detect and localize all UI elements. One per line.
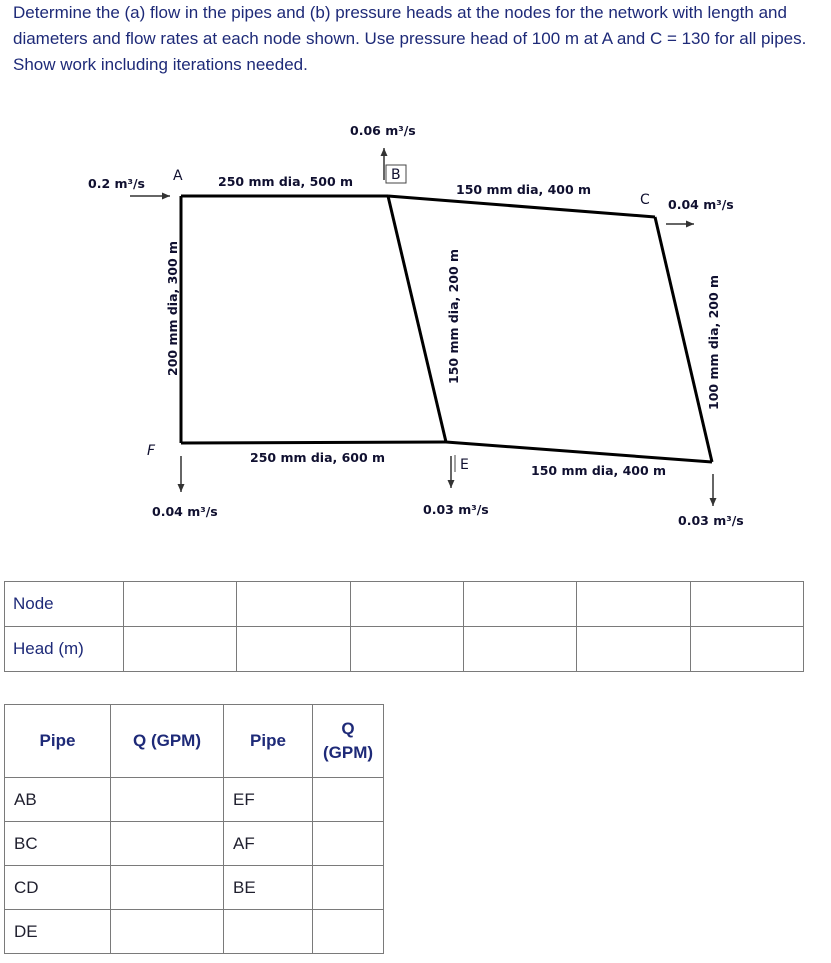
node-cell[interactable]	[237, 582, 350, 627]
pipe-label-af: 200 mm dia, 300 m	[165, 240, 180, 376]
pipe-ed	[446, 442, 712, 462]
head-cell[interactable]	[237, 627, 350, 672]
q-cell[interactable]	[313, 866, 384, 910]
flow-label-c: 0.04 m³/s	[668, 197, 734, 212]
pipe-name: AF	[224, 822, 313, 866]
pipe-table-header	[5, 705, 384, 778]
header-q-2: Q (GPM)	[313, 705, 384, 778]
header-pipe-2: Pipe	[224, 705, 313, 778]
q-cell[interactable]	[111, 778, 224, 822]
node-cell[interactable]	[350, 582, 463, 627]
pipe-name: DE	[5, 910, 111, 954]
table-row	[5, 822, 384, 866]
node-head-table	[4, 581, 804, 672]
head-cell[interactable]	[577, 627, 690, 672]
pipe-label-bc: 150 mm dia, 400 m	[456, 182, 592, 197]
q-cell[interactable]	[111, 822, 224, 866]
pipe-flow-table	[4, 704, 384, 954]
node-cell[interactable]	[577, 582, 690, 627]
node-b-label: B	[391, 167, 401, 183]
pipe-label-fe: 250 mm dia, 600 m	[250, 450, 386, 465]
pipe-name: BE	[224, 866, 313, 910]
header-pipe-1: Pipe	[5, 705, 111, 778]
flow-label-b: 0.06 m³/s	[350, 123, 416, 138]
pipe-name: BC	[5, 822, 111, 866]
flow-label-d: 0.03 m³/s	[678, 513, 744, 528]
header-q-1: Q (GPM)	[111, 705, 224, 778]
flow-label-f: 0.04 m³/s	[152, 504, 218, 519]
node-cell[interactable]	[124, 582, 237, 627]
q-cell[interactable]	[111, 866, 224, 910]
q-cell[interactable]	[313, 822, 384, 866]
pipe-name: AB	[5, 778, 111, 822]
node-row-label: Node	[5, 582, 124, 627]
head-row-label: Head (m)	[5, 627, 124, 672]
node-cell[interactable]	[690, 582, 803, 627]
node-c-label: C	[640, 192, 650, 208]
node-a-label: A	[173, 168, 183, 184]
table-row	[5, 910, 384, 954]
head-cell[interactable]	[124, 627, 237, 672]
table-row	[5, 866, 384, 910]
head-cell[interactable]	[350, 627, 463, 672]
pipe-label-ab: 250 mm dia, 500 m	[218, 174, 354, 189]
pipe-cd	[655, 217, 712, 462]
pipe-name	[224, 910, 313, 954]
q-cell[interactable]	[111, 910, 224, 954]
pipe-be	[388, 196, 446, 442]
flow-label-e: 0.03 m³/s	[423, 502, 489, 517]
pipe-name: EF	[224, 778, 313, 822]
head-cell[interactable]	[463, 627, 576, 672]
q-cell[interactable]	[313, 910, 384, 954]
pipe-name: CD	[5, 866, 111, 910]
q-cell[interactable]	[313, 778, 384, 822]
pipe-bc	[388, 196, 655, 217]
pipe-label-cd: 100 mm dia, 200 m	[706, 274, 721, 410]
pipe-label-ed: 150 mm dia, 400 m	[531, 463, 667, 478]
problem-statement: Determine the (a) flow in the pipes and (b) pressure heads at the nodes for the network with length and diameters and flow rates at each node shown. Use pressure head of 100 m at A and C = 130 for all pipes. Show work including iterations needed.	[13, 3, 807, 74]
node-e-label: E	[460, 457, 469, 473]
table-row	[5, 778, 384, 822]
flow-label-a: 0.2 m³/s	[88, 176, 146, 191]
head-row	[5, 627, 804, 672]
node-f-label: F	[147, 443, 156, 459]
node-cell[interactable]	[463, 582, 576, 627]
head-cell[interactable]	[690, 627, 803, 672]
node-row	[5, 582, 804, 627]
pipe-label-be: 150 mm dia, 200 m	[446, 248, 461, 384]
pipe-fe	[181, 442, 446, 443]
